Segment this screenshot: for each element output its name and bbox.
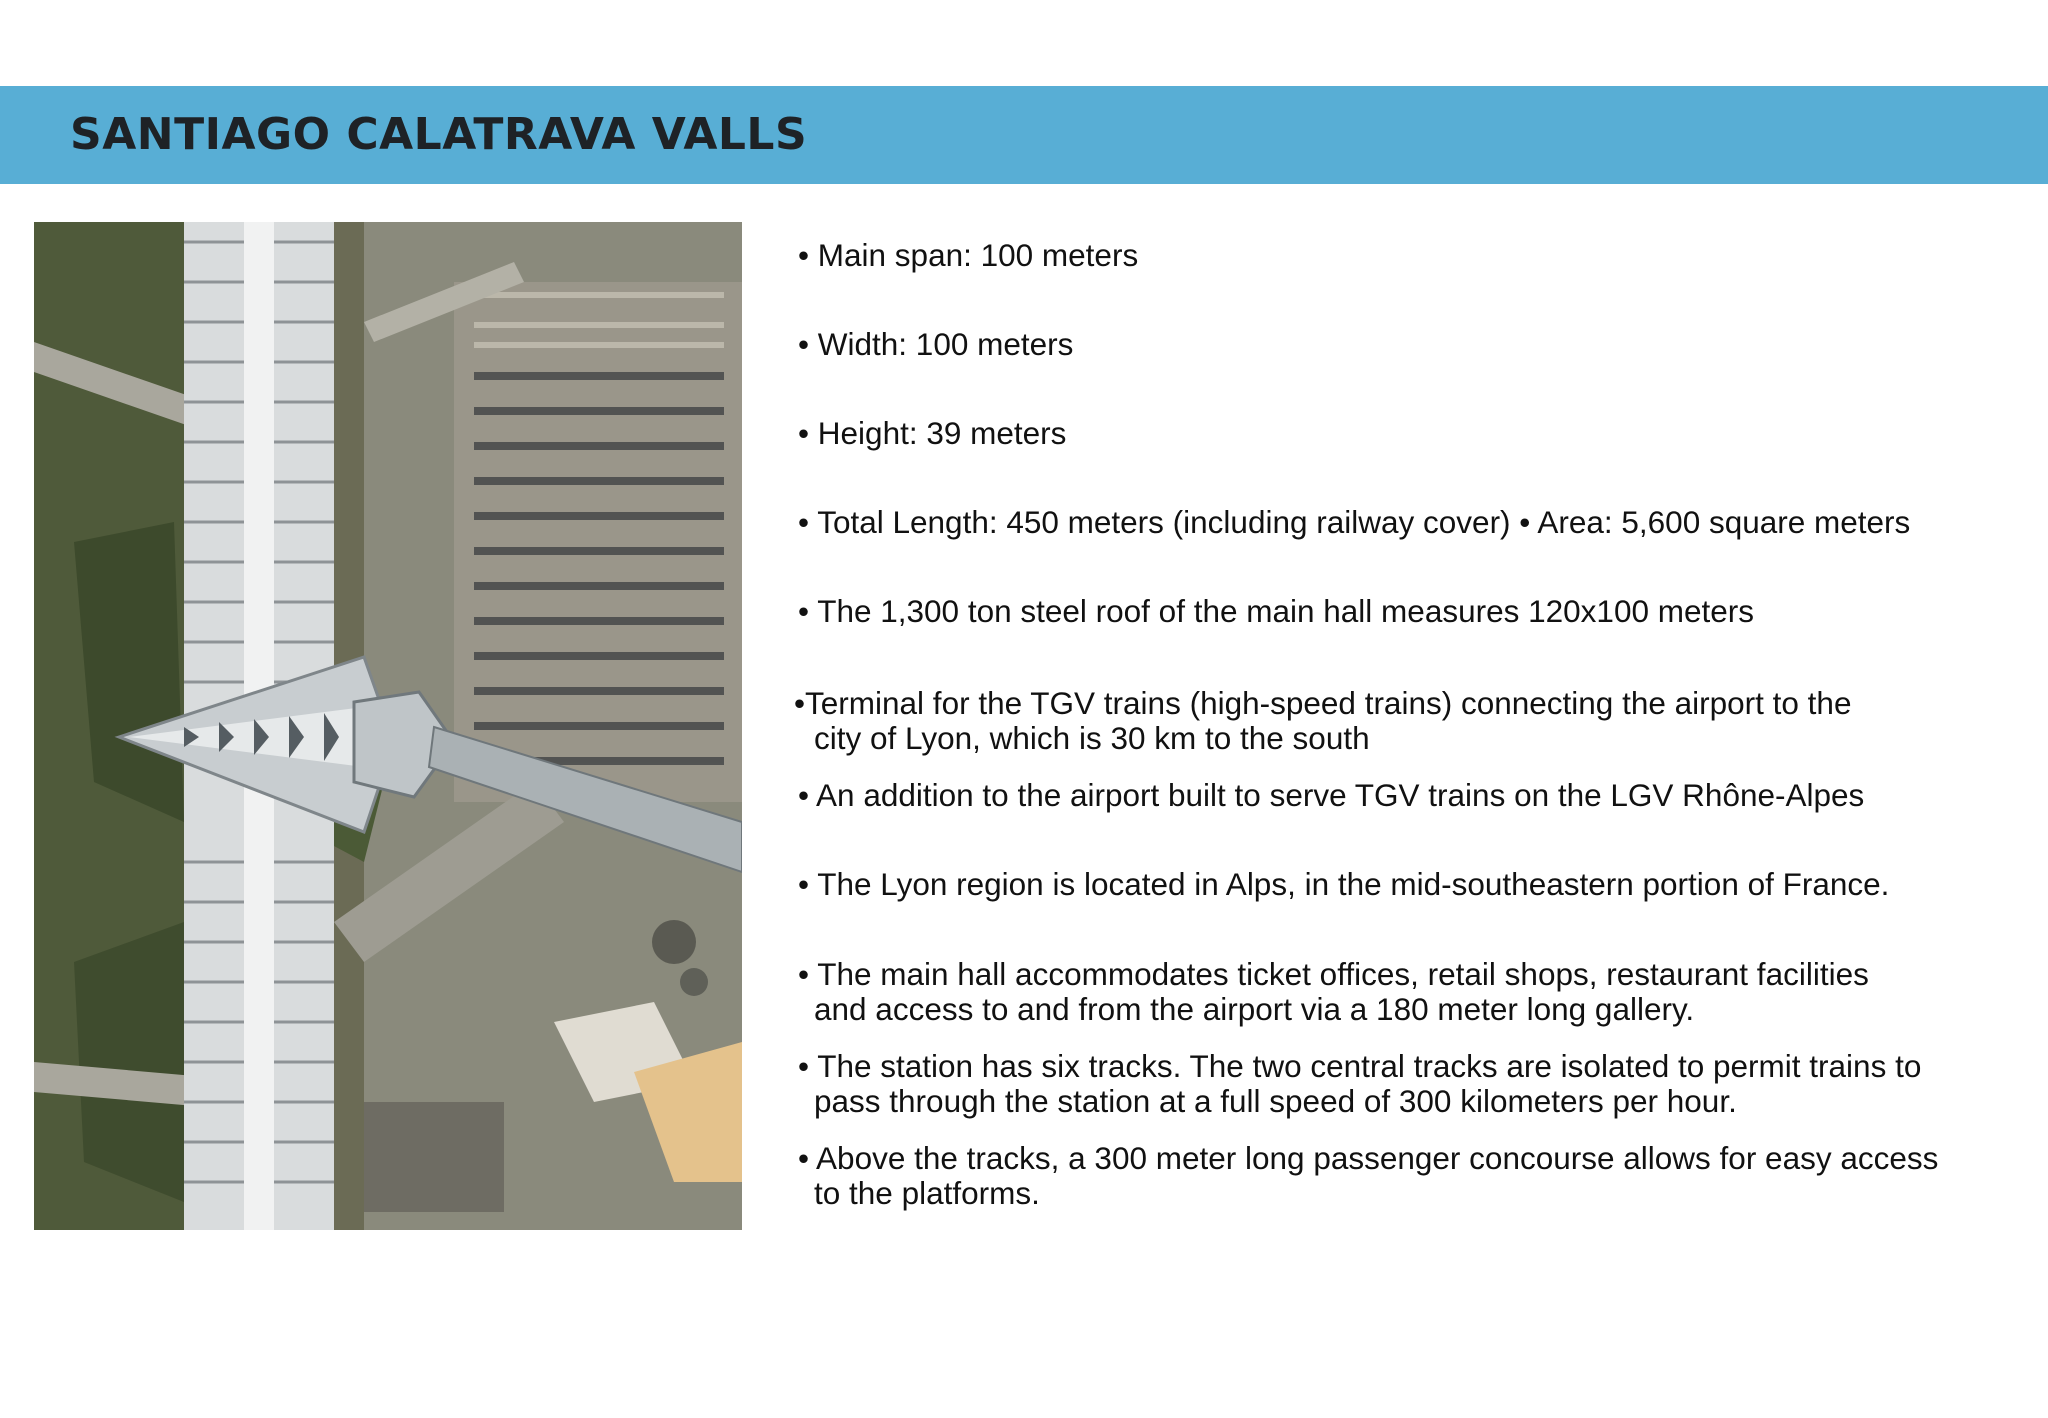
- bullet-total-length: [798, 505, 2018, 540]
- bullet-text: • Above the tracks, a 300 meter long passenger concourse allows for easy access: [798, 1140, 1939, 1176]
- bullet-steel-roof: [798, 594, 2018, 629]
- bullet-text: •Terminal for the TGV trains (high-speed trains) connecting the airport to the: [794, 685, 1852, 721]
- bullet-text: • The main hall accommodates ticket offices, retail shops, restaurant facilities: [798, 956, 1869, 992]
- bullet-main-hall: [798, 957, 2018, 1027]
- bullet-text: • An addition to the airport built to serve TGV trains on the LGV Rhône-Alpes: [798, 777, 1865, 813]
- slide-title: SANTIAGO CALATRAVA VALLS: [70, 109, 808, 160]
- bullet-addition: [798, 778, 2018, 813]
- bullet-height: [798, 416, 2018, 451]
- bullet-text: • Main span: 100 meters: [798, 237, 1139, 273]
- bullet-text: • The station has six tracks. The two central tracks are isolated to permit trains to: [798, 1048, 1922, 1084]
- bullet-text-continued: and access to and from the airport via a 180 meter long gallery.: [814, 991, 1695, 1027]
- bullet-text: • Width: 100 meters: [798, 326, 1074, 362]
- bullet-terminal: [794, 686, 2014, 756]
- bullet-text-continued: pass through the station at a full speed of 300 kilometers per hour.: [814, 1083, 1737, 1119]
- bullet-lyon-region: [798, 867, 2018, 902]
- bullet-text: • The Lyon region is located in Alps, in the mid-southeastern portion of France.: [798, 866, 1890, 902]
- title-bar: [0, 86, 2048, 184]
- bullet-text: • Total Length: 450 meters (including railway cover) • Area: 5,600 square meters: [798, 504, 1911, 540]
- bullet-six-tracks: [798, 1049, 2018, 1119]
- bullet-width: [798, 327, 2018, 362]
- bullet-text: • The 1,300 ton steel roof of the main hall measures 120x100 meters: [798, 593, 1754, 629]
- bullet-text-continued: city of Lyon, which is 30 km to the south: [814, 720, 1370, 756]
- bullet-text-continued: to the platforms.: [814, 1175, 1040, 1211]
- bullet-main-span: [798, 238, 2018, 273]
- bullet-text: • Height: 39 meters: [798, 415, 1067, 451]
- station-aerial-photo: [34, 222, 742, 1230]
- bullet-concourse: [798, 1141, 2018, 1211]
